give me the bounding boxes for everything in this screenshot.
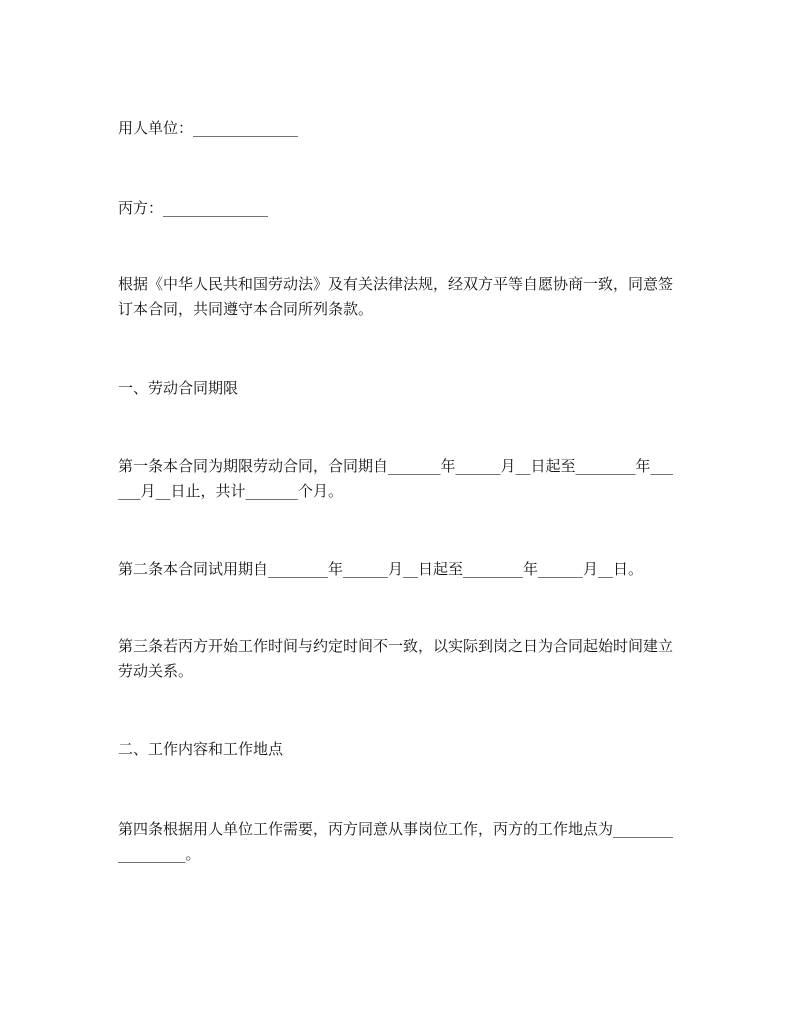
section-heading-work: 二、工作内容和工作地点: [118, 740, 284, 758]
article-1: 第一条本合同为期限劳动合同，合同期自_______年______月__日起至________年______月__日止，共计_______个月。: [118, 457, 674, 500]
section-heading-term: 一、劳动合同期限: [118, 379, 239, 397]
party-c-line: 丙方：______________: [118, 199, 269, 217]
article-2: 第二条本合同试用期自________年______月__日起至________年______月__日。: [118, 560, 644, 578]
employer-line: 用人单位：______________: [118, 119, 299, 137]
intro-paragraph: 根据《中华人民共和国劳动法》及有关法律法规，经双方平等自愿协商一致，同意签订本合同，共同遵守本合同所列条款。: [118, 275, 674, 318]
article-4: 第四条根据用人单位工作需要，丙方同意从事岗位工作，丙方的工作地点为_________________。: [118, 820, 674, 863]
article-3: 第三条若丙方开始工作时间与约定时间不一致，以实际到岗之日为合同起始时间建立劳动关系。: [118, 637, 674, 680]
